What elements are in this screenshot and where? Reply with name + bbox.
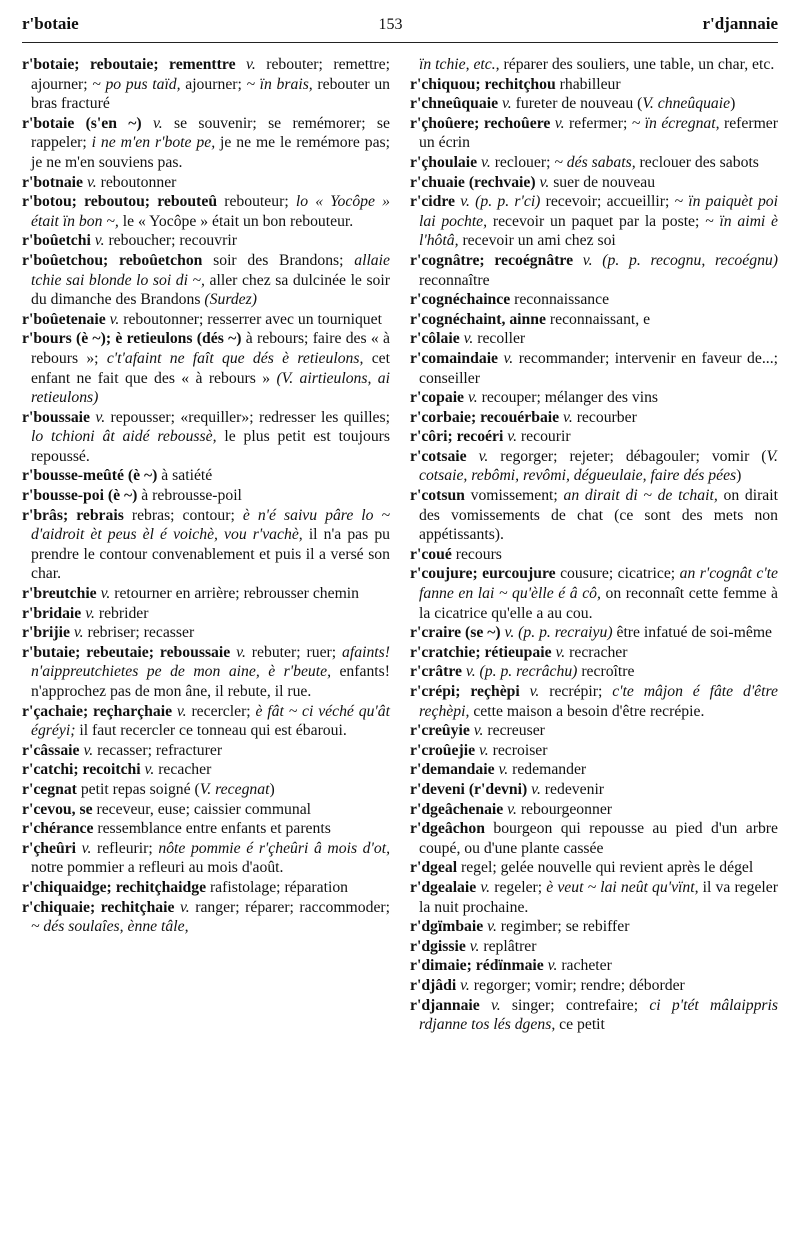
entry-headword: r'botou; reboutou; rebouteû [22, 193, 218, 211]
entry-headword: r'chneûquaie [410, 95, 499, 113]
dictionary-entry [22, 819, 390, 839]
dictionary-entry [22, 466, 390, 486]
entry-definition-text: regorger; vomir; rendre; déborder [473, 976, 685, 994]
entry-definition-text: à satiété [157, 467, 213, 485]
entry-italic-text: V. recegnat [199, 780, 270, 798]
entry-definition-text: suer de nouveau [553, 173, 656, 191]
entry-definition-text: rebouteur; [217, 193, 296, 211]
entry-definition-text: recacher [158, 761, 212, 779]
entry-headword: r'çachaie; reçharçhaie [22, 702, 173, 720]
entry-definition-text: le « Yocôpe » était un bon rebouteur. [118, 212, 354, 230]
entry-italic-text: è veut ~ lai neût qu'vïnt, [546, 878, 699, 896]
dictionary-entry [410, 545, 778, 565]
entry-definition-text: à rebrousse-poil [137, 487, 242, 505]
entry-definition-text: reclouer des sabots [635, 153, 759, 171]
entry-headword: r'boûetchou; reboûetchon [22, 251, 203, 269]
dictionary-entry [410, 486, 778, 545]
entry-italic-text: ~ po pus taïd, [92, 75, 181, 93]
entry-definition-text: reconnaissant, e [545, 310, 651, 328]
entry-definition-text: singer; contrefaire; [511, 996, 650, 1014]
dictionary-entry [410, 878, 778, 917]
entry-headword: r'cotsaie [410, 447, 467, 465]
entry-definition-text: on dirait des vomissements de chat (ce sont des mets non appétissants). [419, 487, 778, 544]
dictionary-entry [410, 682, 778, 721]
dictionary-entry [410, 996, 778, 1035]
entry-definition-text: recouper; mélanger des vins [481, 389, 659, 407]
entry-definition-text: racheter [561, 957, 612, 975]
dictionary-entry [410, 976, 778, 996]
entry-definition-text: refermer un écrin [419, 114, 778, 152]
dictionary-entry [410, 819, 778, 858]
dictionary-entry [410, 564, 778, 623]
entry-definition-text: recevoir un paquet par la poste; [487, 212, 706, 230]
entry-italic-text: v. [235, 56, 267, 73]
running-header [22, 14, 778, 43]
entry-headword: r'çheûri [22, 839, 77, 857]
dictionary-entry [410, 153, 778, 173]
entry-definition-text: fureter de nouveau ( [515, 95, 643, 113]
entry-italic-text: v. [141, 114, 174, 132]
entry-italic-text: ~ dés sabats, [554, 153, 636, 171]
entry-italic-text: v. [76, 839, 97, 857]
entry-italic-text: v. [559, 408, 577, 426]
entry-definition-text: redemander [512, 761, 587, 779]
dictionary-entry [410, 917, 778, 937]
entry-italic-text: v. [140, 761, 159, 779]
entry-definition-text: rebouter; remettre; ajourner; [31, 56, 390, 93]
dictionary-entry [22, 878, 390, 898]
dictionary-entry [410, 114, 778, 153]
entry-headword: r'coué [410, 545, 452, 563]
entry-headword: r'brijie [22, 624, 70, 642]
dictionary-entry [410, 447, 778, 486]
entry-definition-text: reclouer; [494, 153, 555, 171]
entry-definition-text: repousser; «requiller»; redresser les quilles; [110, 408, 390, 426]
entry-italic-text: v. [96, 585, 115, 603]
header-first-headword: r'botaie [22, 14, 79, 33]
dictionary-entry [410, 75, 778, 95]
entry-definition-text: enfants! n'approchez pas de mon âne, il rebute, il rue. [31, 663, 390, 700]
entry-italic-text: ci p'tét mâlaippris rdjanne tos lés dgens, [419, 996, 778, 1034]
entry-italic-text: afaints! n'aippreutchietes pe de mon aine, è r'beute, [31, 643, 390, 681]
entry-italic-text: v. (p. p. recraiyu) [500, 624, 617, 642]
entry-italic-text: v. [230, 643, 252, 661]
dictionary-entry [410, 427, 778, 447]
entry-italic-text: è n'é saivu pâre lo ~ d'aidroit èt peus èl é voichè, vou r'vachè, [31, 506, 390, 544]
entry-headword: r'chiquaie; rechitçhaie [22, 898, 175, 916]
entry-headword: r'bridaie [22, 604, 82, 622]
right-column [410, 55, 778, 1035]
entry-definition-text: ) [269, 780, 275, 798]
entry-definition-text: ajourner; [180, 75, 247, 93]
entry-headword: r'corbaie; recouérbaie [410, 408, 560, 426]
entry-definition-text: recroître [581, 663, 635, 681]
entry-headword: r'cevou, se [22, 800, 93, 818]
entry-definition-text: vomissement; [464, 487, 564, 505]
entry-definition-text: rebras; contour; [123, 506, 243, 524]
dictionary-entry [22, 800, 390, 820]
entry-headword: r'butaie; rebeutaie; reboussaie [22, 643, 231, 661]
entry-headword: r'botnaie [22, 173, 84, 191]
entry-headword: r'craire (se ~) [410, 624, 501, 642]
entry-headword: r'cognéchaince [410, 291, 511, 309]
dictionary-entry [410, 173, 778, 193]
entry-headword: r'creûyie [410, 722, 470, 740]
entry-definition-text: recoller [477, 330, 526, 348]
entry-italic-text: v. [465, 937, 484, 955]
entry-headword: r'demandaie [410, 761, 495, 779]
dictionary-entry [410, 780, 778, 800]
entry-definition-text: ressemblance entre enfants et parents [93, 820, 331, 838]
entry-headword: r'croûejie [410, 741, 476, 759]
entry-italic-text: v. [498, 349, 519, 367]
entry-definition-text: réparer des souliers, une table, un char, etc. [499, 56, 775, 73]
dictionary-entry [22, 584, 390, 604]
entry-definition-text: reconnaître [419, 271, 490, 289]
entry-headword: r'çhoulaie [410, 153, 478, 171]
dictionary-entry [410, 721, 778, 741]
entry-italic-text: v. [527, 780, 545, 798]
dictionary-entry [410, 760, 778, 780]
dictionary-entry [410, 349, 778, 388]
entry-headword: r'cegnat [22, 780, 77, 798]
entry-headword: r'bours (è ~); è retieulons (dés ~) [22, 330, 242, 348]
dictionary-entry [410, 858, 778, 878]
entry-definition-text: cet enfant ne fait que des « à rebours » [31, 349, 390, 387]
entry-definition-text: recours [451, 545, 502, 563]
entry-headword: r'côlaie [410, 330, 460, 348]
entry-headword: r'dimaie; rédïnmaie [410, 957, 544, 975]
entry-definition-text: on reconnaît cette femme à la cicatrice qu'elle a au cou. [419, 585, 778, 622]
entry-headword: r'cognâtre; recoégnâtre [410, 251, 574, 269]
entry-italic-text: v. [483, 918, 501, 936]
entry-headword: r'dgealaie [410, 878, 477, 896]
entry-definition-text: rafistolage; réparation [206, 878, 349, 896]
entry-italic-text: c'te mâjon é fâte d'être reçhèpi, [419, 683, 778, 720]
entry-italic-text: v. (p. p. r'ci) [455, 193, 546, 211]
entry-definition-text: recevoir; accueillir; [545, 193, 675, 211]
dictionary-entry [410, 662, 778, 682]
dictionary-entry [410, 55, 778, 75]
dictionary-entry [410, 643, 778, 663]
entry-italic-text: v. [466, 447, 501, 465]
entry-headword: r'chiquou; rechitçhou [410, 75, 556, 93]
entry-definition-text: le plus petit est toujours repoussé. [31, 428, 390, 465]
dictionary-entry [410, 800, 778, 820]
entry-italic-text: v. [476, 878, 495, 896]
entry-definition-text: regimber; se rebiffer [500, 918, 630, 936]
dictionary-entry [22, 741, 390, 761]
entry-headword: r'bousse-poi (è ~) [22, 487, 138, 505]
entry-headword: r'coujure; eurcoujure [410, 565, 556, 583]
entry-italic-text: v. [535, 173, 554, 191]
entry-definition-text: recommander; intervenir en faveur de...; conseiller [419, 349, 778, 387]
entry-italic-text: v. [479, 996, 512, 1014]
entry-definition-text: reconnaissance [510, 291, 610, 309]
entry-italic-text: v. [494, 761, 513, 779]
entry-headword: r'comaindaie [410, 349, 499, 367]
dictionary-entry [410, 94, 778, 114]
entry-italic-text: v. [475, 741, 493, 759]
entry-headword: r'djannaie [410, 996, 480, 1014]
page-number: 153 [378, 16, 403, 33]
entry-italic-text: v. [464, 389, 482, 407]
entry-definition-text: retourner en arrière; rebrousser chemin [114, 585, 360, 603]
entry-definition-text: recercler; [191, 702, 256, 720]
entry-headword: r'crépi; reçhèpi [410, 683, 520, 700]
entry-italic-text: lo tchioni ât aidé reboussè, [31, 428, 217, 446]
entry-definition-text: rhabilleur [555, 75, 621, 93]
entry-definition-text: petit repas soigné ( [76, 780, 200, 798]
dictionary-entry [22, 760, 390, 780]
entry-italic-text: v. [519, 683, 550, 700]
entry-definition-text: regel; gelée nouvelle qui revient après le dégel [457, 859, 754, 877]
entry-headword: r'bousse-meûté (è ~) [22, 467, 158, 485]
entry-italic-text: v. [503, 800, 521, 818]
entry-italic-text: v. [550, 114, 569, 132]
entry-italic-text: v. [90, 232, 109, 250]
entry-definition-text: rebouter un bras fracturé [31, 75, 391, 113]
entry-italic-text: an r'cognât c'te fanne en lai ~ qu'èlle é â cô, [419, 565, 779, 603]
entry-headword: r'dgeâchenaie [410, 800, 504, 818]
dictionary-entry [22, 623, 390, 643]
entry-definition-text: recroiser [492, 741, 548, 759]
entry-italic-text: ïn tchie, etc., [419, 56, 500, 73]
entry-definition-text: refleurir; [96, 839, 159, 857]
entry-headword: r'çhoûere; rechoûere [410, 114, 551, 132]
dictionary-entry [22, 486, 390, 506]
entry-definition-text: cette maison a besoin d'être recrépie. [469, 702, 705, 720]
dictionary-entry [22, 173, 390, 193]
entry-italic-text: ~ ïn paiquèt poi lai pochte, [419, 193, 778, 230]
dictionary-entry [410, 956, 778, 976]
entry-definition-text: receveur, euse; caissier communal [92, 800, 312, 818]
entry-italic-text: v. [79, 741, 98, 759]
entry-definition-text: redevenir [544, 780, 605, 798]
two-column-body [22, 55, 778, 1035]
entry-italic-text: v. [81, 604, 99, 622]
entry-definition-text: rebriser; recasser [87, 624, 195, 642]
dictionary-entry [22, 408, 390, 467]
entry-definition-text: regeler; [494, 878, 547, 896]
entry-headword: r'botaie (s'en ~) [22, 114, 142, 132]
entry-definition-text: rebrider [98, 604, 149, 622]
entry-headword: r'boûetenaie [22, 310, 106, 328]
entry-definition-text: recourber [576, 408, 637, 426]
entry-definition-text: rebourgeonner [520, 800, 613, 818]
entry-definition-text: reboucher; recouvrir [108, 232, 237, 250]
entry-italic-text: ~ ïn aimi è l'hôtâ, [419, 212, 778, 250]
entry-headword: r'copaie [410, 389, 465, 407]
entry-headword: r'cidre [410, 193, 456, 211]
entry-italic-text: v. [498, 95, 516, 113]
entry-headword: r'câssaie [22, 741, 80, 759]
entry-italic-text: v. [469, 722, 488, 740]
entry-headword: r'côri; recoéri [410, 428, 504, 446]
entry-italic-text: v. [105, 310, 124, 328]
entry-italic-text: v. [69, 624, 88, 642]
entry-headword: r'boussaie [22, 408, 90, 426]
entry-definition-text: reboutonner [100, 173, 177, 191]
dictionary-entry [410, 290, 778, 310]
entry-headword: r'chuaie (rechvaie) [410, 173, 536, 191]
entry-italic-text: v. [174, 898, 196, 916]
entry-definition-text: regorger; rejeter; débagouler; vomir ( [500, 447, 767, 465]
entry-definition-text: rebuter; ruer; [251, 643, 343, 661]
entry-definition-text: recreuser [487, 722, 545, 740]
entry-definition-text: recracher [569, 643, 628, 661]
entry-definition-text: ce petit [555, 1016, 605, 1034]
entry-headword: r'dgeâchon [410, 820, 485, 838]
dictionary-entry [22, 898, 390, 937]
entry-italic-text: v. [543, 957, 562, 975]
entry-italic-text: ~ ïn brais, [246, 75, 313, 93]
entry-italic-text: è fât ~ ci véché qu'ât égréyi; [31, 702, 390, 740]
entry-definition-text: ranger; réparer; raccommoder; [195, 898, 390, 916]
entry-headword: r'chiquaidge; rechitçhaidge [22, 878, 207, 896]
entry-headword: r'brâs; rebrais [22, 506, 124, 524]
dictionary-entry [22, 192, 390, 231]
entry-definition-text: bourgeon qui repousse au pied d'un arbre coupé, ou d'une plante cassée [419, 820, 778, 857]
entry-definition-text: ) [736, 467, 742, 485]
dictionary-entry [22, 780, 390, 800]
entry-italic-text: v. [477, 153, 495, 171]
header-last-headword: r'djannaie [702, 14, 778, 33]
entry-italic-text: (Surdez) [204, 291, 257, 309]
entry-definition-text: recevoir un ami chez soi [458, 232, 616, 250]
entry-italic-text: an dirait di ~ de tchait, [563, 487, 718, 505]
entry-headword: r'cotsun [410, 487, 465, 505]
entry-definition-text: à rebours; faire des « à rebours »; [31, 330, 390, 367]
entry-definition-text: il faut recercler ce tonneau qui est ébaroui. [75, 722, 347, 740]
entry-italic-text: v. [503, 428, 521, 446]
dictionary-entry [22, 604, 390, 624]
dictionary-entry [410, 623, 778, 643]
entry-italic-text: v. [456, 976, 474, 994]
entry-definition-text: reboutonner; resserrer avec un tourniquet [123, 310, 382, 328]
dictionary-entry [22, 55, 390, 114]
entry-definition-text: replâtrer [483, 937, 537, 955]
entry-italic-text: v. (p. p. recognu, recoégnu) [573, 251, 778, 269]
entry-definition-text: je ne me le remémore pas; je ne m'en souviens pas. [31, 134, 390, 171]
dictionary-entry [22, 231, 390, 251]
entry-definition-text: recrépir; [549, 683, 613, 700]
entry-italic-text: ~ dés soulaîes, ènne tâle, [31, 918, 189, 936]
entry-definition-text: aller chez sa dulcinée le soir du dimanche des Brandons [31, 271, 390, 309]
dictionary-entry [22, 251, 390, 310]
entry-italic-text: (V. airtieulons, ai retieulons) [31, 369, 390, 407]
dictionary-entry [22, 702, 390, 741]
entry-definition-text: cousure; cicatrice; [555, 565, 680, 583]
dictionary-entry [22, 506, 390, 584]
dictionary-entry [22, 329, 390, 407]
dictionary-entry [410, 310, 778, 330]
dictionary-entry [410, 329, 778, 349]
dictionary-entry [22, 839, 390, 878]
entry-headword: r'boûetchi [22, 232, 91, 250]
entry-headword: r'crâtre [410, 663, 462, 681]
dictionary-entry [410, 937, 778, 957]
entry-italic-text: ~ ïn écregnat, [631, 114, 720, 132]
entry-definition-text: ) [730, 95, 736, 113]
entry-headword: r'djâdi [410, 976, 457, 994]
entry-headword: r'dgïmbaie [410, 918, 484, 936]
entry-italic-text: v. [172, 702, 192, 720]
dictionary-entry [22, 310, 390, 330]
entry-headword: r'chérance [22, 820, 94, 838]
entry-headword: r'cratchie; rétieupaie [410, 643, 552, 661]
dictionary-entry [410, 251, 778, 290]
entry-headword: r'botaie; reboutaie; rementtre [22, 56, 236, 73]
entry-italic-text: v. [551, 643, 570, 661]
entry-italic-text: V. cotsaie, rebômi, revômi, dégueulaie, faire dés pées [419, 447, 778, 485]
entry-definition-text: il n'a pas pu prendre le contour convenablement et puis il a versé son char. [31, 526, 391, 583]
left-column [22, 55, 390, 1035]
entry-definition-text: recourir [520, 428, 571, 446]
entry-definition-text: il va regeler la nuit prochaine. [419, 878, 778, 916]
entry-headword: r'deveni (r'devni) [410, 780, 528, 798]
entry-italic-text: allaie tchie sai blonde lo soi di ~, [31, 251, 390, 289]
entry-definition-text: être infatué de soi-même [616, 624, 772, 642]
entry-italic-text: v. [459, 330, 478, 348]
entry-definition-text: refermer; [568, 114, 632, 132]
entry-italic-text: lo « Yocôpe » était ïn bon ~, [31, 193, 390, 230]
entry-italic-text: nôte pommie é r'çheûri â mois d'ot, [158, 839, 390, 857]
entry-italic-text: v. [83, 173, 101, 191]
entry-definition-text: se souvenir; se remémorer; se rappeler; [31, 114, 390, 152]
entry-italic-text: V. chneûquaie [642, 95, 731, 113]
dictionary-entry [410, 388, 778, 408]
entry-headword: r'catchi; recoitchi [22, 761, 141, 779]
entry-definition-text: notre pommier a refleuri au mois d'août. [31, 859, 284, 877]
entry-headword: r'cognéchaint, ainne [410, 310, 546, 328]
entry-headword: r'breutchie [22, 585, 97, 603]
entry-headword: r'dgissie [410, 937, 466, 955]
entry-definition-text: recasser; refracturer [97, 741, 223, 759]
dictionary-entry [410, 741, 778, 761]
dictionary-entry [410, 408, 778, 428]
entry-italic-text: i ne m'en r'bote pe, [91, 134, 216, 152]
entry-definition-text: soir des Brandons; [202, 251, 355, 269]
dictionary-entry [22, 114, 390, 173]
entry-italic-text: v. (p. p. recrâchu) [461, 663, 582, 681]
dictionary-entry [410, 192, 778, 251]
entry-italic-text: v. [90, 408, 111, 426]
entry-headword: r'dgeal [410, 859, 458, 877]
dictionary-entry [22, 643, 390, 702]
entry-italic-text: c't'afaint ne faît que dés è retieulons, [106, 349, 364, 367]
